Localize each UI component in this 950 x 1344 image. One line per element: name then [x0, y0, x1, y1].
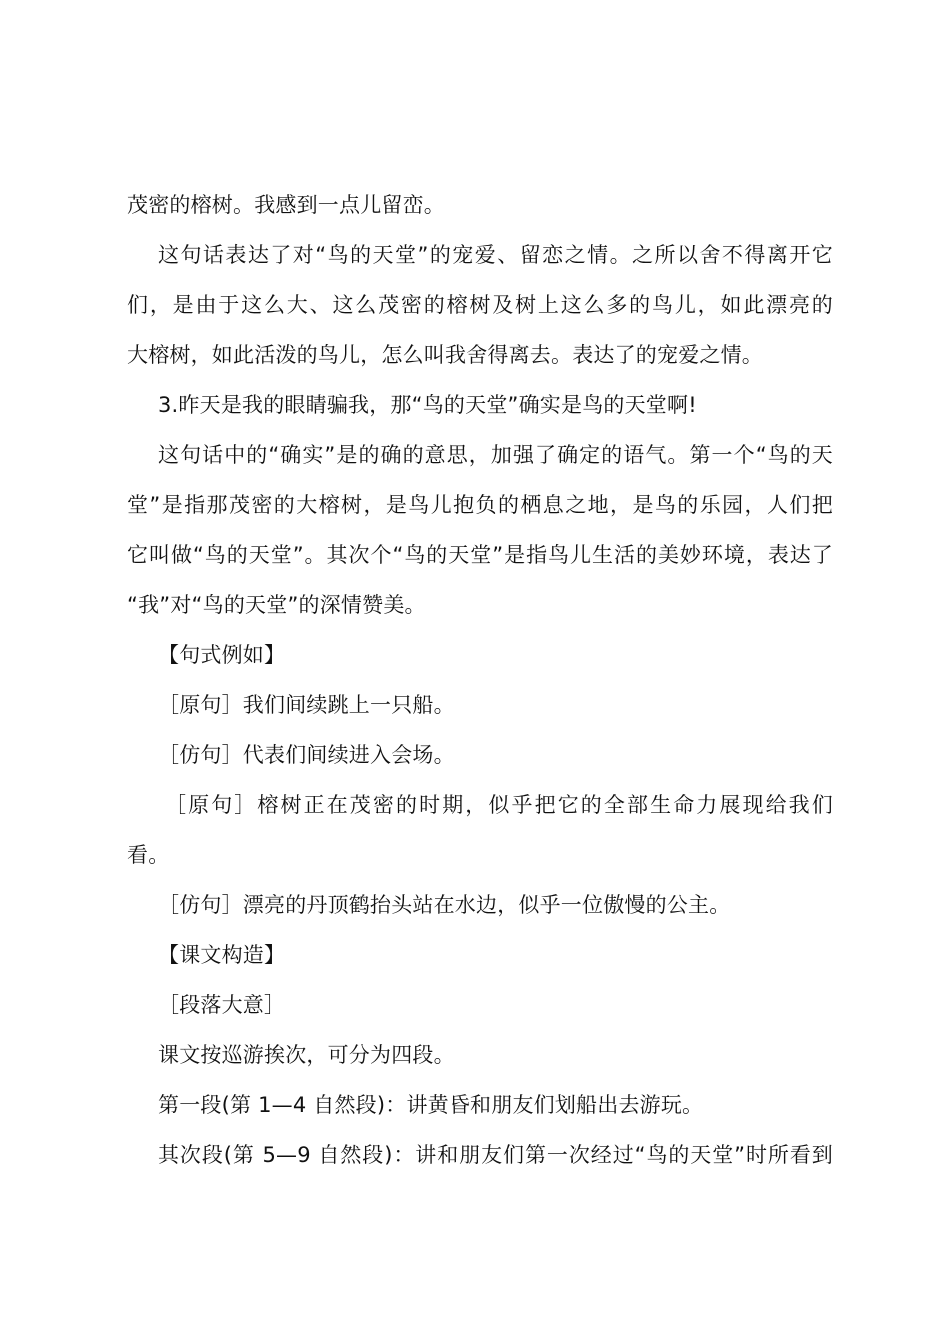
text-line: 们，是由于这么大、这么茂密的榕树及树上这么多的鸟儿，如此漂亮的	[127, 293, 833, 317]
text-line: ［原句］榕树正在茂密的时期，似乎把它的全部生命力展现给我们	[165, 793, 833, 817]
subsection-heading: ［段落大意］	[158, 993, 286, 1017]
text-line: 第一段(第 1—4 自然段)：讲黄昏和朋友们划船出去游玩。	[158, 1093, 704, 1117]
text-line: 它叫做“鸟的天堂”。其次个“鸟的天堂”是指鸟儿生活的美妙环境，表达了	[127, 543, 833, 567]
text-line: 3.昨天是我的眼睛骗我，那“鸟的天堂”确实是鸟的天堂啊!	[158, 393, 697, 417]
text-line: 这句话表达了对“鸟的天堂”的宠爱、留恋之情。之所以舍不得离开它	[158, 243, 833, 267]
text-line: 课文按巡游挨次，可分为四段。	[158, 1043, 455, 1067]
text-line: ［原句］我们间续跳上一只船。	[158, 693, 455, 717]
text-line: 其次段(第 5—9 自然段)：讲和朋友们第一次经过“鸟的天堂”时所看到	[158, 1143, 833, 1167]
text-line: “我”对“鸟的天堂”的深情赞美。	[127, 593, 426, 617]
text-line: 茂密的榕树。我感到一点儿留峦。	[127, 193, 445, 217]
section-heading: 【课文构造】	[158, 943, 286, 967]
text-line: 这句话中的“确实”是的确的意思，加强了确定的语气。第一个“鸟的天	[158, 443, 833, 467]
section-heading: 【句式例如】	[158, 643, 286, 667]
text-line: 大榕树，如此活泼的鸟儿，怎么叫我舍得离去。表达了的宠爱之情。	[127, 343, 763, 367]
text-line: 看。	[127, 843, 170, 867]
text-line: ［仿句］漂亮的丹顶鹤抬头站在水边，似乎一位傲慢的公主。	[158, 893, 731, 917]
text-line: 堂”是指那茂密的大榕树，是鸟儿抱负的栖息之地，是鸟的乐园，人们把	[127, 493, 833, 517]
text-line: ［仿句］代表们间续进入会场。	[158, 743, 455, 767]
